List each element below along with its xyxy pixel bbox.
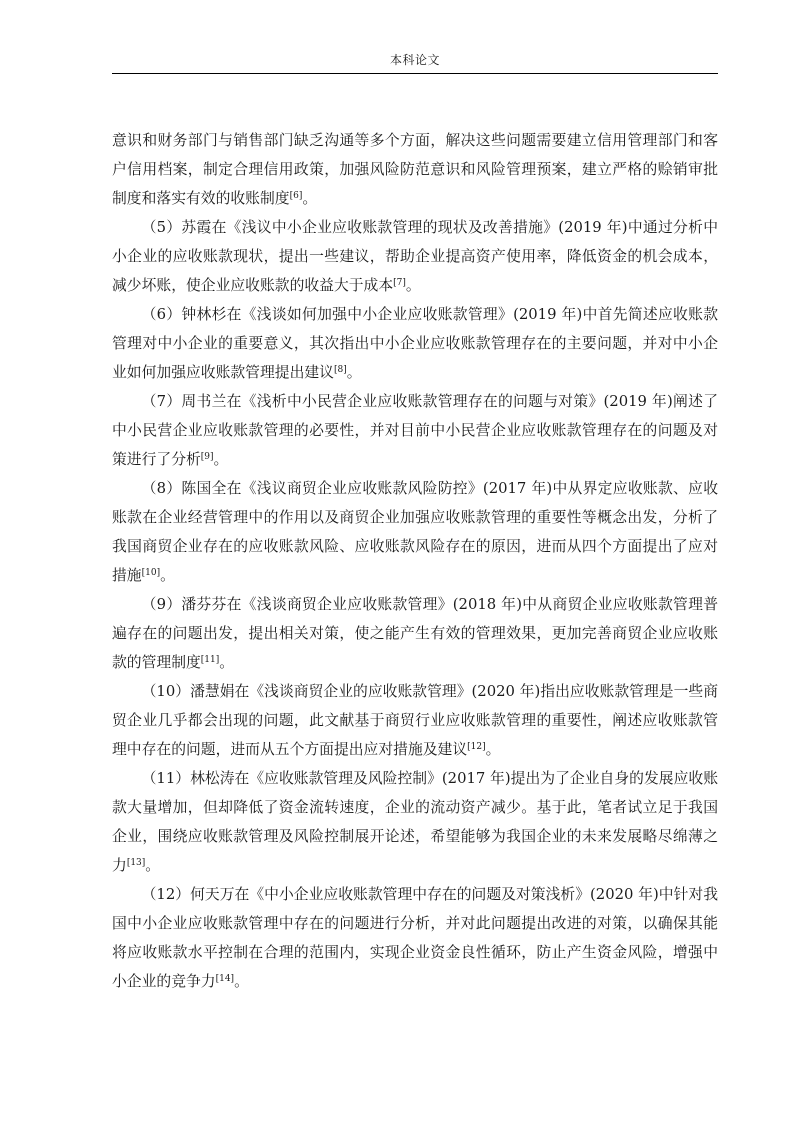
header-rule: [112, 73, 718, 74]
document-body: [112, 126, 718, 996]
page-header: 本科论文: [389, 53, 440, 67]
citation-ref: [12]: [467, 742, 486, 752]
citation-ref: [9]: [200, 452, 214, 462]
paragraph-ref-11: （11）林松涛在《应收账款管理及风险控制》(2017 年)提出为了企业自身的发展应收账款大量增加，但却降低了资金流转速度，企业的流动资产减少。基于此，笔者试立足于我国企业，围绕应收账款管理及风险控制展开论述，希望能够为我国企业的未来发展略尽绵薄之力[13]。: [112, 770, 718, 874]
paragraph-ref-5: （5）苏霞在《浅议中小企业应收账款管理的现状及改善措施》(2019 年)中通过分析中小企业的应收账款现状，提出一些建议，帮助企业提高资产使用率，降低资金的机会成本，减少坏账，使企业应收账款的收益大于成本[7]。: [112, 219, 718, 294]
paragraph-ref-8: （8）陈国全在《浅议商贸企业应收账款风险防控》(2017 年)中从界定应收账款、应收账款在企业经营管理中的作用以及商贸企业加强应收账款管理的重要性等概念出发，分析了我国商贸企业存在的应收账款风险、应收账款风险存在的原因，进而从四个方面提出了应对措施[10]。: [112, 480, 718, 584]
citation-ref: [10]: [141, 568, 161, 578]
paragraph-ref-12: （12）何天万在《中小企业应收账款管理中存在的问题及对策浅析》(2020 年)中针对我国中小企业应收账款管理中存在的问题进行分析，并对此问题提出改进的对策，以确保其能将应收账款水平控制在合理的范围内，实现企业资金良性循环，防止产生资金风险，增强中小企业的竞争力[14]。: [112, 886, 718, 990]
citation-ref: [13]: [126, 858, 146, 868]
paragraph-continuation: 意识和财务部门与销售部门缺乏沟通等多个方面，解决这些问题需要建立信用管理部门和客户信用档案，制定合理信用政策，加强风险防范意识和风险管理预案，建立严格的赊销审批制度和落实有效的收账制度[6]。: [112, 132, 718, 207]
paragraph-ref-7: （7）周书兰在《浅析中小民营企业应收账款管理存在的问题与对策》(2019 年)阐述了中小民营企业应收账款管理的必要性，并对目前中小民营企业应收账款管理存在的问题及对策进行了分析[9]。: [112, 393, 718, 468]
citation-ref: [8]: [333, 365, 347, 375]
citation-ref: [14]: [215, 974, 235, 984]
paragraph-ref-6: （6）钟林杉在《浅谈如何加强中小企业应收账款管理》(2019 年)中首先简述应收账款管理对中小企业的重要意义，其次指出中小企业应收账款管理存在的主要问题，并对中小企业如何加强应收账款管理提出建议[8]。: [112, 306, 718, 381]
paragraph-ref-9: （9）潘芬芬在《浅谈商贸企业应收账款管理》(2018 年)中从商贸企业应收账款管理普遍存在的问题出发，提出相关对策，使之能产生有效的管理效果，更加完善商贸企业应收账款的管理制度[11]。: [112, 596, 718, 671]
citation-ref: [6]: [289, 191, 303, 201]
citation-ref: [7]: [393, 278, 406, 288]
citation-ref: [11]: [200, 655, 220, 665]
paragraph-ref-10: （10）潘慧娟在《浅谈商贸企业的应收账款管理》(2020 年)指出应收账款管理是一些商贸企业几乎都会出现的问题，此文献基于商贸行业应收账款管理的重要性，阐述应收账款管理中存在的问题，进而从五个方面提出应对措施及建议[12]。: [112, 683, 718, 758]
